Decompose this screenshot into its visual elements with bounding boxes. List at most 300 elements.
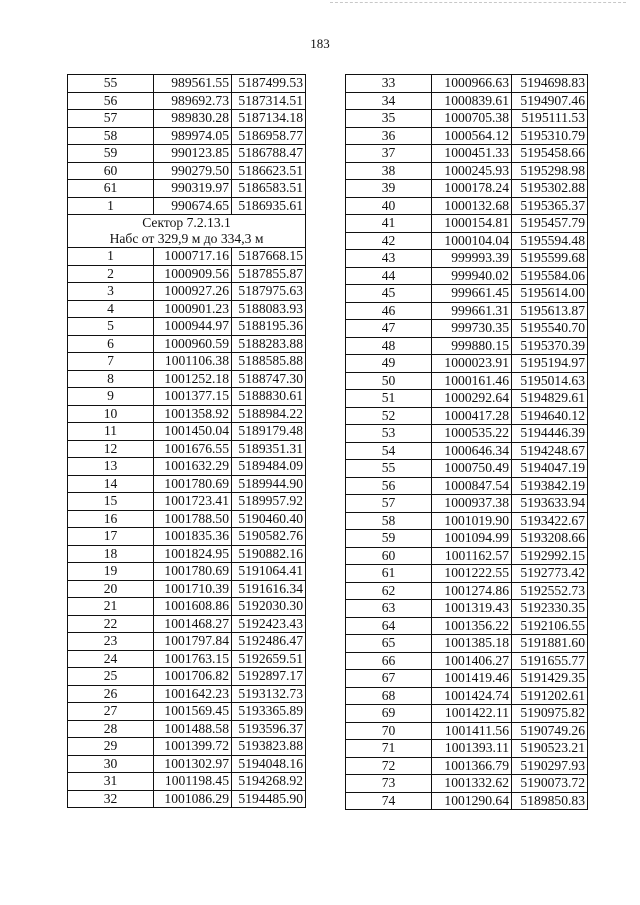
y-coordinate-cell: 5191429.35: [512, 670, 588, 688]
x-coordinate-cell: 1001835.36: [154, 528, 232, 546]
point-number-cell: 36: [346, 127, 432, 145]
x-coordinate-cell: 1000161.46: [432, 372, 512, 390]
point-number-cell: 69: [346, 705, 432, 723]
right-table-body: [346, 75, 588, 810]
table-row: [68, 458, 306, 476]
point-number-cell: 6: [68, 335, 154, 353]
table-row: [346, 302, 588, 320]
section-header-row: [68, 215, 306, 248]
point-number-cell: 1: [68, 248, 154, 266]
table-row: [68, 703, 306, 721]
x-coordinate-cell: 1000750.49: [432, 460, 512, 478]
point-number-cell: 29: [68, 738, 154, 756]
table-row: [68, 598, 306, 616]
x-coordinate-cell: 1000104.04: [432, 232, 512, 250]
y-coordinate-cell: 5193633.94: [512, 495, 588, 513]
x-coordinate-cell: 1001274.86: [432, 582, 512, 600]
point-number-cell: 66: [346, 652, 432, 670]
point-number-cell: 71: [346, 740, 432, 758]
x-coordinate-cell: 1001419.46: [432, 670, 512, 688]
y-coordinate-cell: 5193422.67: [512, 512, 588, 530]
table-row: [346, 92, 588, 110]
point-number-cell: 57: [68, 110, 154, 128]
point-number-cell: 56: [346, 477, 432, 495]
table-row: [346, 582, 588, 600]
x-coordinate-cell: 1000154.81: [432, 215, 512, 233]
x-coordinate-cell: 1001411.56: [432, 722, 512, 740]
x-coordinate-cell: 1001094.99: [432, 530, 512, 548]
y-coordinate-cell: 5195584.06: [512, 267, 588, 285]
point-number-cell: 4: [68, 300, 154, 318]
y-coordinate-cell: 5194829.61: [512, 390, 588, 408]
y-coordinate-cell: 5195613.87: [512, 302, 588, 320]
table-row: [346, 250, 588, 268]
table-row: [68, 738, 306, 756]
table-row: [346, 757, 588, 775]
table-row: [68, 248, 306, 266]
y-coordinate-cell: 5195594.48: [512, 232, 588, 250]
point-number-cell: 25: [68, 668, 154, 686]
table-row: [68, 773, 306, 791]
y-coordinate-cell: 5188083.93: [232, 300, 306, 318]
point-number-cell: 49: [346, 355, 432, 373]
x-coordinate-cell: 1001106.38: [154, 353, 232, 371]
table-row: [68, 545, 306, 563]
point-number-cell: 41: [346, 215, 432, 233]
point-number-cell: 9: [68, 388, 154, 406]
y-coordinate-cell: 5191202.61: [512, 687, 588, 705]
table-row: [68, 528, 306, 546]
table-row: [68, 388, 306, 406]
y-coordinate-cell: 5193208.66: [512, 530, 588, 548]
y-coordinate-cell: 5189850.83: [512, 792, 588, 810]
x-coordinate-cell: 1000847.54: [432, 477, 512, 495]
point-number-cell: 31: [68, 773, 154, 791]
x-coordinate-cell: 1001377.15: [154, 388, 232, 406]
point-number-cell: 57: [346, 495, 432, 513]
point-number-cell: 17: [68, 528, 154, 546]
point-number-cell: 12: [68, 440, 154, 458]
table-row: [346, 530, 588, 548]
point-number-cell: 43: [346, 250, 432, 268]
x-coordinate-cell: 1001019.90: [432, 512, 512, 530]
x-coordinate-cell: 1000944.97: [154, 318, 232, 336]
point-number-cell: 32: [68, 790, 154, 808]
x-coordinate-cell: 1001290.64: [432, 792, 512, 810]
table-row: [346, 722, 588, 740]
point-number-cell: 58: [68, 127, 154, 145]
y-coordinate-cell: 5192330.35: [512, 600, 588, 618]
table-row: [68, 790, 306, 808]
x-coordinate-cell: 1001358.92: [154, 405, 232, 423]
y-coordinate-cell: 5194248.67: [512, 442, 588, 460]
y-coordinate-cell: 5195540.70: [512, 320, 588, 338]
x-coordinate-cell: 1001422.11: [432, 705, 512, 723]
y-coordinate-cell: 5194485.90: [232, 790, 306, 808]
x-coordinate-cell: 989974.05: [154, 127, 232, 145]
table-row: [346, 460, 588, 478]
y-coordinate-cell: 5194047.19: [512, 460, 588, 478]
x-coordinate-cell: 1000960.59: [154, 335, 232, 353]
x-coordinate-cell: 990123.85: [154, 145, 232, 163]
point-number-cell: 68: [346, 687, 432, 705]
y-coordinate-cell: 5188195.36: [232, 318, 306, 336]
x-coordinate-cell: 1001706.82: [154, 668, 232, 686]
table-row: [346, 127, 588, 145]
y-coordinate-cell: 5192659.51: [232, 650, 306, 668]
y-coordinate-cell: 5190975.82: [512, 705, 588, 723]
x-coordinate-cell: 1001198.45: [154, 773, 232, 791]
y-coordinate-cell: 5195111.53: [512, 110, 588, 128]
point-number-cell: 3: [68, 283, 154, 301]
table-row: [346, 740, 588, 758]
x-coordinate-cell: 1001676.55: [154, 440, 232, 458]
table-row: [68, 615, 306, 633]
point-number-cell: 60: [346, 547, 432, 565]
x-coordinate-cell: 1000178.24: [432, 180, 512, 198]
y-coordinate-cell: 5192897.17: [232, 668, 306, 686]
point-number-cell: 10: [68, 405, 154, 423]
x-coordinate-cell: 1001332.62: [432, 775, 512, 793]
point-number-cell: 8: [68, 370, 154, 388]
table-row: [346, 285, 588, 303]
left-table-section: [68, 215, 306, 248]
point-number-cell: 61: [68, 180, 154, 198]
point-number-cell: 7: [68, 353, 154, 371]
y-coordinate-cell: 5188830.61: [232, 388, 306, 406]
y-coordinate-cell: 5189179.48: [232, 423, 306, 441]
x-coordinate-cell: 1001608.86: [154, 598, 232, 616]
point-number-cell: 24: [68, 650, 154, 668]
x-coordinate-cell: 999880.15: [432, 337, 512, 355]
x-coordinate-cell: 1001710.39: [154, 580, 232, 598]
point-number-cell: 42: [346, 232, 432, 250]
point-number-cell: 56: [68, 92, 154, 110]
section-title: Сектор 7.2.13.1: [142, 215, 231, 230]
table-row: [68, 440, 306, 458]
x-coordinate-cell: 1001780.69: [154, 563, 232, 581]
x-coordinate-cell: 989561.55: [154, 75, 232, 93]
y-coordinate-cell: 5195298.98: [512, 162, 588, 180]
point-number-cell: 27: [68, 703, 154, 721]
point-number-cell: 53: [346, 425, 432, 443]
table-row: [346, 635, 588, 653]
x-coordinate-cell: 1001393.11: [432, 740, 512, 758]
y-coordinate-cell: 5190749.26: [512, 722, 588, 740]
y-coordinate-cell: 5192992.15: [512, 547, 588, 565]
x-coordinate-cell: 1000417.28: [432, 407, 512, 425]
y-coordinate-cell: 5186583.51: [232, 180, 306, 198]
point-number-cell: 30: [68, 755, 154, 773]
y-coordinate-cell: 5192030.30: [232, 598, 306, 616]
table-row: [68, 197, 306, 215]
y-coordinate-cell: 5188984.22: [232, 405, 306, 423]
y-coordinate-cell: 5195458.66: [512, 145, 588, 163]
point-number-cell: 16: [68, 510, 154, 528]
point-number-cell: 44: [346, 267, 432, 285]
table-row: [68, 335, 306, 353]
x-coordinate-cell: 1001086.29: [154, 790, 232, 808]
left-table-body-b: [68, 248, 306, 808]
table-row: [68, 92, 306, 110]
y-coordinate-cell: 5195310.79: [512, 127, 588, 145]
table-row: [68, 423, 306, 441]
point-number-cell: 11: [68, 423, 154, 441]
y-coordinate-cell: 5195302.88: [512, 180, 588, 198]
x-coordinate-cell: 1000937.38: [432, 495, 512, 513]
x-coordinate-cell: 999940.02: [432, 267, 512, 285]
table-row: [346, 425, 588, 443]
table-row: [346, 792, 588, 810]
table-row: [68, 493, 306, 511]
table-row: [68, 180, 306, 198]
x-coordinate-cell: 1000245.93: [432, 162, 512, 180]
point-number-cell: 48: [346, 337, 432, 355]
point-number-cell: 46: [346, 302, 432, 320]
y-coordinate-cell: 5193132.73: [232, 685, 306, 703]
point-number-cell: 59: [346, 530, 432, 548]
y-coordinate-cell: 5195457.79: [512, 215, 588, 233]
point-number-cell: 62: [346, 582, 432, 600]
x-coordinate-cell: 989692.73: [154, 92, 232, 110]
point-number-cell: 47: [346, 320, 432, 338]
x-coordinate-cell: 1001488.58: [154, 720, 232, 738]
table-row: [68, 510, 306, 528]
table-row: [346, 320, 588, 338]
table-row: [346, 390, 588, 408]
page-number: 183: [310, 36, 330, 51]
x-coordinate-cell: 1001788.50: [154, 510, 232, 528]
point-number-cell: 34: [346, 92, 432, 110]
y-coordinate-cell: 5191881.60: [512, 635, 588, 653]
y-coordinate-cell: 5195365.37: [512, 197, 588, 215]
x-coordinate-cell: 1001406.27: [432, 652, 512, 670]
y-coordinate-cell: 5192552.73: [512, 582, 588, 600]
point-number-cell: 63: [346, 600, 432, 618]
y-coordinate-cell: 5194446.39: [512, 425, 588, 443]
y-coordinate-cell: 5190523.21: [512, 740, 588, 758]
y-coordinate-cell: 5193823.88: [232, 738, 306, 756]
y-coordinate-cell: 5191655.77: [512, 652, 588, 670]
y-coordinate-cell: 5195599.68: [512, 250, 588, 268]
point-number-cell: 15: [68, 493, 154, 511]
x-coordinate-cell: 1001824.95: [154, 545, 232, 563]
y-coordinate-cell: 5190582.76: [232, 528, 306, 546]
x-coordinate-cell: 1001385.18: [432, 635, 512, 653]
point-number-cell: 61: [346, 565, 432, 583]
x-coordinate-cell: 999993.39: [432, 250, 512, 268]
table-row: [346, 477, 588, 495]
table-row: [68, 265, 306, 283]
y-coordinate-cell: 5194048.16: [232, 755, 306, 773]
table-row: [346, 180, 588, 198]
y-coordinate-cell: 5194268.92: [232, 773, 306, 791]
x-coordinate-cell: 1001569.45: [154, 703, 232, 721]
point-number-cell: 74: [346, 792, 432, 810]
x-coordinate-cell: 1000927.26: [154, 283, 232, 301]
table-row: [68, 668, 306, 686]
y-coordinate-cell: 5189484.09: [232, 458, 306, 476]
table-row: [68, 475, 306, 493]
x-coordinate-cell: 999730.35: [432, 320, 512, 338]
point-number-cell: 51: [346, 390, 432, 408]
x-coordinate-cell: 1000705.38: [432, 110, 512, 128]
y-coordinate-cell: 5187668.15: [232, 248, 306, 266]
point-number-cell: 52: [346, 407, 432, 425]
y-coordinate-cell: 5187134.18: [232, 110, 306, 128]
table-row: [68, 755, 306, 773]
y-coordinate-cell: 5187855.87: [232, 265, 306, 283]
x-coordinate-cell: 1000646.34: [432, 442, 512, 460]
y-coordinate-cell: 5186958.77: [232, 127, 306, 145]
table-row: [346, 705, 588, 723]
y-coordinate-cell: 5195370.39: [512, 337, 588, 355]
table-row: [346, 355, 588, 373]
point-number-cell: 40: [346, 197, 432, 215]
table-row: [346, 617, 588, 635]
point-number-cell: 39: [346, 180, 432, 198]
x-coordinate-cell: 1000132.68: [432, 197, 512, 215]
table-row: [346, 110, 588, 128]
x-coordinate-cell: 990674.65: [154, 197, 232, 215]
table-row: [346, 407, 588, 425]
y-coordinate-cell: 5193596.37: [232, 720, 306, 738]
y-coordinate-cell: 5193842.19: [512, 477, 588, 495]
x-coordinate-cell: 1001424.74: [432, 687, 512, 705]
y-coordinate-cell: 5194907.46: [512, 92, 588, 110]
table-row: [346, 775, 588, 793]
table-row: [68, 145, 306, 163]
y-coordinate-cell: 5189351.31: [232, 440, 306, 458]
point-number-cell: 18: [68, 545, 154, 563]
y-coordinate-cell: 5192423.43: [232, 615, 306, 633]
x-coordinate-cell: 1001222.55: [432, 565, 512, 583]
table-row: [346, 687, 588, 705]
point-number-cell: 64: [346, 617, 432, 635]
x-coordinate-cell: 1001723.41: [154, 493, 232, 511]
table-row: [346, 372, 588, 390]
x-coordinate-cell: 1001780.69: [154, 475, 232, 493]
x-coordinate-cell: 1000966.63: [432, 75, 512, 93]
point-number-cell: 50: [346, 372, 432, 390]
point-number-cell: 33: [346, 75, 432, 93]
table-row: [68, 633, 306, 651]
table-row: [68, 563, 306, 581]
point-number-cell: 26: [68, 685, 154, 703]
table-row: [346, 145, 588, 163]
y-coordinate-cell: 5187314.51: [232, 92, 306, 110]
left-table-body-a: [68, 75, 306, 215]
table-row: [346, 267, 588, 285]
point-number-cell: 21: [68, 598, 154, 616]
x-coordinate-cell: 1001399.72: [154, 738, 232, 756]
table-row: [346, 547, 588, 565]
table-row: [68, 650, 306, 668]
table-row: [68, 405, 306, 423]
point-number-cell: 38: [346, 162, 432, 180]
x-coordinate-cell: 1000451.33: [432, 145, 512, 163]
table-row: [68, 75, 306, 93]
table-row: [346, 652, 588, 670]
point-number-cell: 35: [346, 110, 432, 128]
point-number-cell: 20: [68, 580, 154, 598]
y-coordinate-cell: 5190882.16: [232, 545, 306, 563]
x-coordinate-cell: 999661.45: [432, 285, 512, 303]
x-coordinate-cell: 1001356.22: [432, 617, 512, 635]
table-row: [68, 110, 306, 128]
y-coordinate-cell: 5190297.93: [512, 757, 588, 775]
point-number-cell: 55: [68, 75, 154, 93]
table-row: [346, 512, 588, 530]
table-row: [346, 232, 588, 250]
x-coordinate-cell: 1001302.97: [154, 755, 232, 773]
point-number-cell: 22: [68, 615, 154, 633]
table-row: [68, 353, 306, 371]
point-number-cell: 28: [68, 720, 154, 738]
y-coordinate-cell: 5189944.90: [232, 475, 306, 493]
table-row: [68, 127, 306, 145]
y-coordinate-cell: 5186935.61: [232, 197, 306, 215]
point-number-cell: 73: [346, 775, 432, 793]
point-number-cell: 45: [346, 285, 432, 303]
x-coordinate-cell: 1000901.23: [154, 300, 232, 318]
x-coordinate-cell: 1001252.18: [154, 370, 232, 388]
point-number-cell: 60: [68, 162, 154, 180]
point-number-cell: 58: [346, 512, 432, 530]
point-number-cell: 23: [68, 633, 154, 651]
table-row: [346, 162, 588, 180]
point-number-cell: 54: [346, 442, 432, 460]
x-coordinate-cell: 1001162.57: [432, 547, 512, 565]
point-number-cell: 72: [346, 757, 432, 775]
y-coordinate-cell: 5192773.42: [512, 565, 588, 583]
y-coordinate-cell: 5191064.41: [232, 563, 306, 581]
y-coordinate-cell: 5195014.63: [512, 372, 588, 390]
x-coordinate-cell: 1000564.12: [432, 127, 512, 145]
top-dashed-rule: [330, 2, 626, 3]
x-coordinate-cell: 1000023.91: [432, 355, 512, 373]
table-row: [68, 370, 306, 388]
x-coordinate-cell: 1001450.04: [154, 423, 232, 441]
table-row: [68, 162, 306, 180]
point-number-cell: 19: [68, 563, 154, 581]
point-number-cell: 1: [68, 197, 154, 215]
table-row: [68, 300, 306, 318]
y-coordinate-cell: 5190460.40: [232, 510, 306, 528]
table-row: [346, 495, 588, 513]
x-coordinate-cell: 990279.50: [154, 162, 232, 180]
point-number-cell: 59: [68, 145, 154, 163]
y-coordinate-cell: 5195194.97: [512, 355, 588, 373]
x-coordinate-cell: 999661.31: [432, 302, 512, 320]
point-number-cell: 65: [346, 635, 432, 653]
x-coordinate-cell: 989830.28: [154, 110, 232, 128]
y-coordinate-cell: 5188747.30: [232, 370, 306, 388]
y-coordinate-cell: 5195614.00: [512, 285, 588, 303]
table-row: [68, 580, 306, 598]
point-number-cell: 2: [68, 265, 154, 283]
point-number-cell: 55: [346, 460, 432, 478]
table-row: [68, 283, 306, 301]
point-number-cell: 5: [68, 318, 154, 336]
y-coordinate-cell: 5192486.47: [232, 633, 306, 651]
x-coordinate-cell: 1000839.61: [432, 92, 512, 110]
x-coordinate-cell: 990319.97: [154, 180, 232, 198]
point-number-cell: 37: [346, 145, 432, 163]
point-number-cell: 14: [68, 475, 154, 493]
table-row: [346, 442, 588, 460]
x-coordinate-cell: 1001642.23: [154, 685, 232, 703]
